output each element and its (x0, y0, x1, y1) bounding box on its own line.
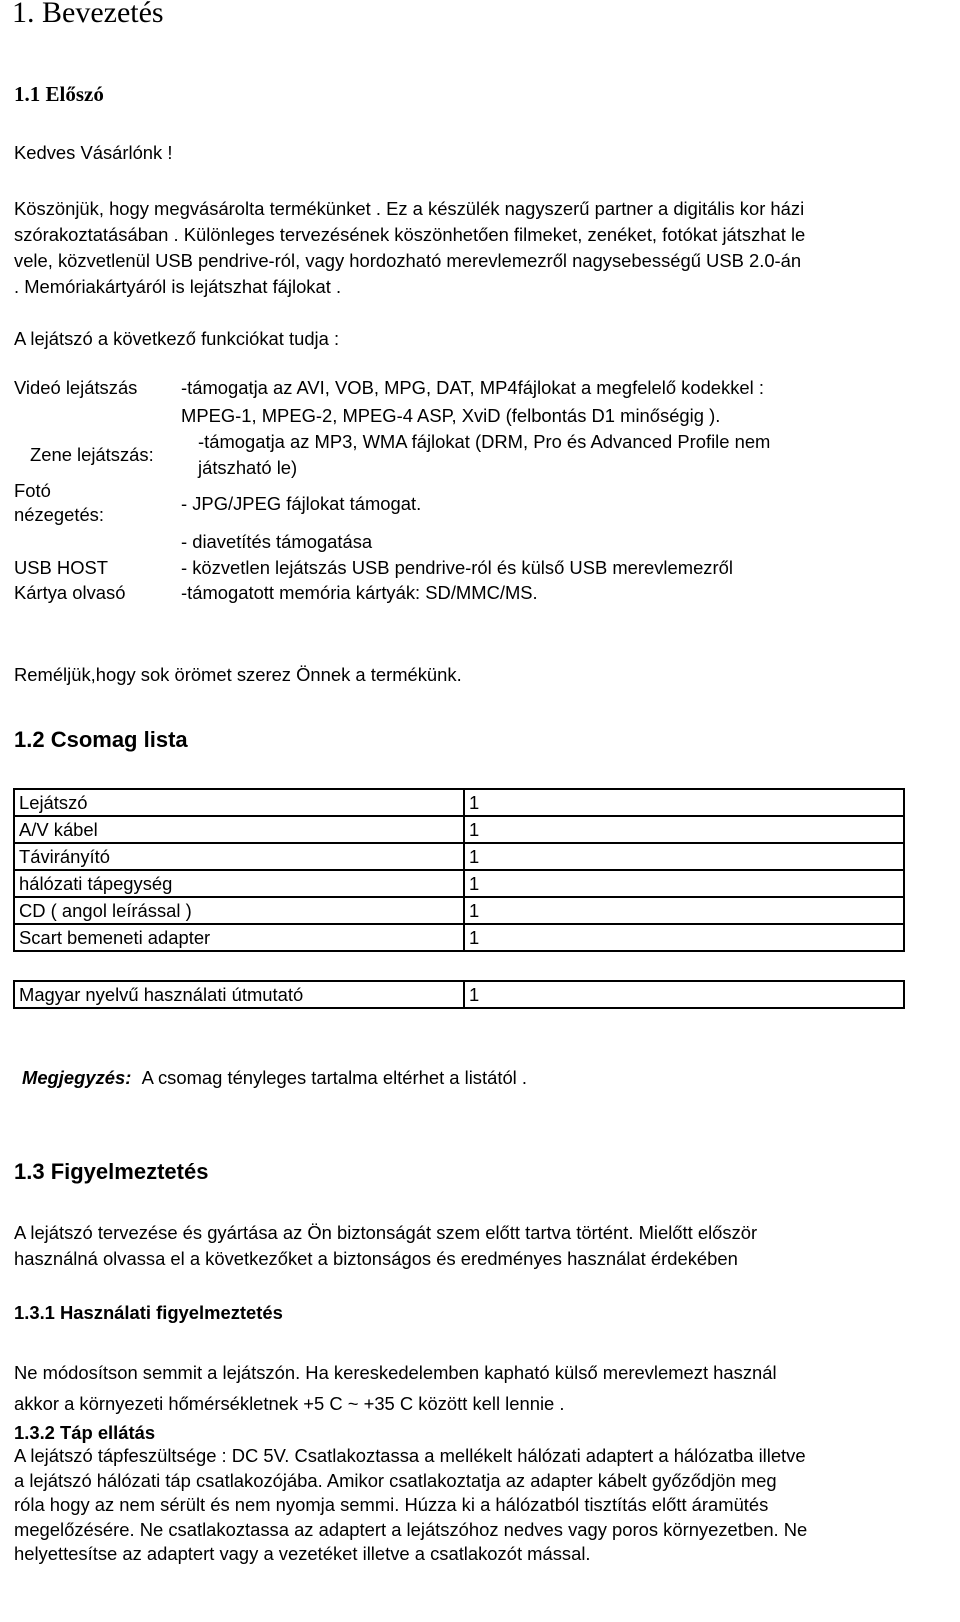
table-row (14, 870, 904, 897)
table-row (14, 816, 904, 843)
heading-eloszo: 1.1 Előszó (14, 82, 104, 106)
power-line: helyettesítse az adaptert vagy a vezetéket illetve a csatlakozót mással. (14, 1543, 591, 1564)
package-table (13, 788, 905, 952)
table-row (14, 981, 904, 1008)
manual-table (13, 980, 905, 1009)
feature-desc-photo: - diavetítés támogatása (181, 531, 373, 552)
power-line: megelőzésére. Ne csatlakoztassa az adaptert a lejátszóhoz nedves vagy poros környezetben. Ne (14, 1518, 808, 1540)
feature-desc-music: játszható le) (198, 457, 298, 478)
functions-intro: A lejátszó a következő funkciókat tudja : (14, 328, 340, 349)
feature-desc-video: -támogatja az AVI, VOB, MPG, DAT, MP4fájlokat a megfelelő kodekkel : (181, 377, 764, 398)
feature-label-card: Kártya olvasó (14, 582, 126, 603)
usage-line: Ne módosítson semmit a lejátszón. Ha kereskedelemben kapható külső merevlemezt használ (14, 1362, 777, 1383)
power-line: róla hogy az nem sérült és nem nyomja semmi. Húzza ki a hálózatból tisztítás előtt áramütés (14, 1494, 769, 1515)
power-line: A lejátszó tápfeszültsége : DC 5V. Csatlakoztassa a mellékelt hálózati adaptert a hálózatba illetve (14, 1445, 806, 1466)
table-row (14, 897, 904, 924)
feature-label-photo: nézegetés: (14, 504, 104, 525)
heading-tap-ellatas: 1.3.2 Táp ellátás (14, 1422, 156, 1443)
package-item: Scart bemeneti adapter (14, 924, 464, 951)
note (22, 1067, 527, 1089)
feature-desc-photo: - JPG/JPEG fájlokat támogat. (181, 493, 422, 514)
feature-desc-music: -támogatja az MP3, WMA fájlokat (DRM, Pro és Advanced Profile nem (198, 431, 771, 452)
warning-line: A lejátszó tervezése és gyártása az Ön biztonságát szem előtt tartva történt. Mielőtt először (14, 1222, 758, 1243)
greeting: Kedves Vásárlónk ! (14, 142, 173, 163)
feature-label-usb: USB HOST (14, 557, 109, 578)
package-qty: 1 (464, 789, 904, 816)
feature-label-music: Zene lejátszás: (30, 444, 154, 465)
intro-line: szórakoztatásában . Különleges tervezésének köszönhetően filmeket, zenéket, fotókat játszhat le (14, 224, 806, 245)
table-row (14, 789, 904, 816)
package-qty: 1 (464, 843, 904, 870)
package-item: Lejátszó (14, 789, 464, 816)
feature-desc-card: -támogatott memória kártyák: SD/MMC/MS. (181, 582, 538, 603)
package-item: Magyar nyelvű használati útmutató (14, 981, 464, 1008)
note-label: Megjegyzés: (22, 1067, 132, 1088)
note-text: A csomag tényleges tartalma eltérhet a listától . (141, 1067, 527, 1088)
heading-figyelmeztetes: 1.3 Figyelmeztetés (14, 1159, 209, 1184)
package-item: Távirányító (14, 843, 464, 870)
usage-line: akkor a környezeti hőmérsékletnek +5 C ~ +35 C között kell lennie . (14, 1393, 565, 1414)
heading-bevezetes: 1. Bevezetés (12, 0, 164, 29)
heading-csomag-lista: 1.2 Csomag lista (14, 727, 188, 752)
table-row (14, 843, 904, 870)
closing-text: Reméljük,hogy sok örömet szerez Önnek a termékünk. (14, 664, 462, 685)
table-row (14, 924, 904, 951)
feature-label-video: Videó lejátszás (14, 377, 138, 398)
warning-paragraph (14, 1220, 944, 1272)
intro-line: . Memóriakártyáról is lejátszhat fájlokat . (14, 276, 342, 297)
power-line: a lejátszó hálózati táp csatlakozójába. Amikor csatlakoztatja az adapter kábelt győződjön meg (14, 1469, 777, 1491)
package-qty: 1 (464, 816, 904, 843)
intro-paragraph (14, 196, 944, 300)
package-qty: 1 (464, 924, 904, 951)
package-qty: 1 (464, 981, 904, 1008)
heading-hasznalati-figyelmeztetes: 1.3.1 Használati figyelmeztetés (14, 1302, 283, 1323)
intro-line: vele, közvetlenül USB pendrive-ról, vagy hordozható merevlemezről nagysebességű USB 2.0-án (14, 250, 802, 271)
package-item: hálózati tápegység (14, 870, 464, 897)
package-item: A/V kábel (14, 816, 464, 843)
feature-label-photo: Fotó (14, 480, 51, 501)
warning-line: használná olvassa el a következőket a biztonságos és eredményes használat érdekében (14, 1248, 738, 1269)
package-qty: 1 (464, 870, 904, 897)
feature-desc-video: MPEG-1, MPEG-2, MPEG-4 ASP, XviD (felbontás D1 minőségig ). (181, 405, 721, 426)
intro-line: Köszönjük, hogy megvásárolta termékünket . Ez a készülék nagyszerű partner a digitális kor házi (14, 198, 805, 219)
power-paragraph (14, 1444, 944, 1567)
package-item: CD ( angol leírással ) (14, 897, 464, 924)
feature-desc-usb: - közvetlen lejátszás USB pendrive-ról és külső USB merevlemezről (181, 557, 733, 578)
package-qty: 1 (464, 897, 904, 924)
